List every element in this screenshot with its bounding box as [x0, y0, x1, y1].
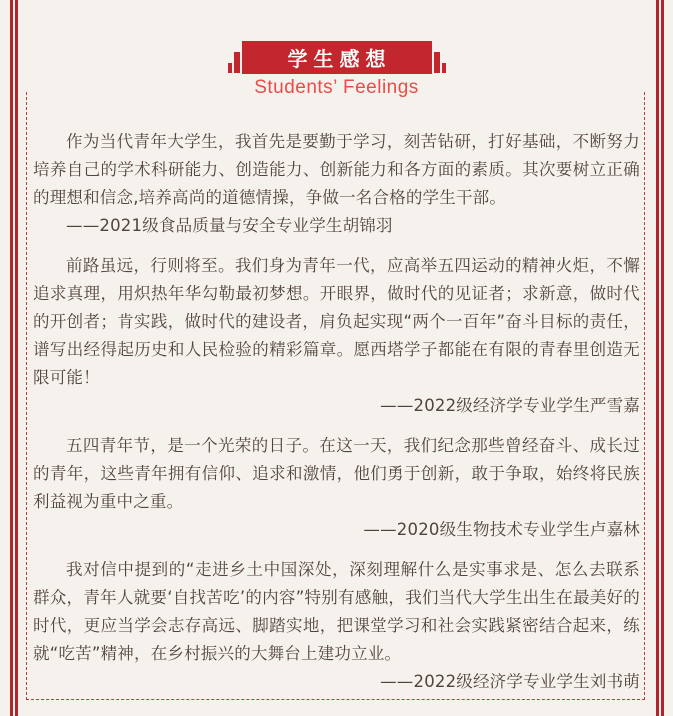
left-outer-rule	[10, 0, 13, 716]
paragraph-text: 前路虽远，行则将至。我们身为青年一代，应高举五四运动的精神火炬，不懈追求真理，用炽热年华勾勒最初梦想。开眼界，做时代的见证者；求新意，做时代的开创者；肯实践，做时代的建设者，肩负起实现“两个一百年”奋斗目标的责任，谱写出经得起历史和人民检验的精彩篇章。愿西塔学子都能在有限的青春里创造无限可能！	[33, 256, 640, 387]
right-outer-rule	[661, 0, 664, 716]
paragraph-text: 我对信中提到的“走进乡土中国深处，深刻理解什么是实事求是、怎么去联系群众，青年人就要‘自找苦吃’的内容”特别有感触，我们当代大学生出生在最美好的时代，更应当学会志存高远、脚踏实地，把课堂学习和社会实践紧密结合起来，练就“吃苦”精神，在乡村振兴的大舞台上建功立业。	[33, 560, 640, 663]
left-inner-rule	[15, 0, 18, 716]
paragraph-text: 作为当代青年大学生，我首先是要勤于学习，刻苦钻研，打好基础，不断努力培养自己的学术科研能力、创造能力、创新能力和各方面的素质。其次要树立正确的理想和信念,培养高尚的道德情操，争做一名合格的学生干部。	[33, 132, 640, 207]
section-banner	[0, 41, 673, 74]
banner-decor-left-short-bar	[228, 63, 232, 73]
feeling-paragraph	[33, 128, 640, 240]
paragraph-attribution: ——2021级食品质量与安全专业学生胡锦羽	[66, 216, 393, 235]
paragraph-attribution: ——2022级经济学专业学生严雪嘉	[380, 396, 640, 415]
feeling-paragraph	[33, 252, 640, 420]
feeling-paragraph	[33, 432, 640, 544]
paragraph-attribution: ——2022级经济学专业学生刘书萌	[380, 672, 640, 691]
section-title: 学生感想	[242, 41, 432, 74]
paragraph-text: 五四青年节，是一个光荣的日子。在这一天，我们纪念那些曾经奋斗、成长过的青年，这些青年拥有信仰、追求和激情，他们勇于创新，敢于争取，始终将民族利益视为重中之重。	[33, 436, 640, 511]
feeling-paragraph	[33, 556, 640, 696]
section-subtitle: Students’ Feelings	[254, 77, 419, 98]
banner-decor-right-short-bar	[442, 63, 446, 73]
banner-decor-left-tall-bar	[234, 52, 240, 73]
banner-decor-right-tall-bar	[434, 52, 440, 73]
article-body	[33, 128, 640, 708]
paragraph-attribution: ——2020级生物技术专业学生卢嘉林	[363, 520, 640, 539]
right-inner-rule	[656, 0, 659, 716]
